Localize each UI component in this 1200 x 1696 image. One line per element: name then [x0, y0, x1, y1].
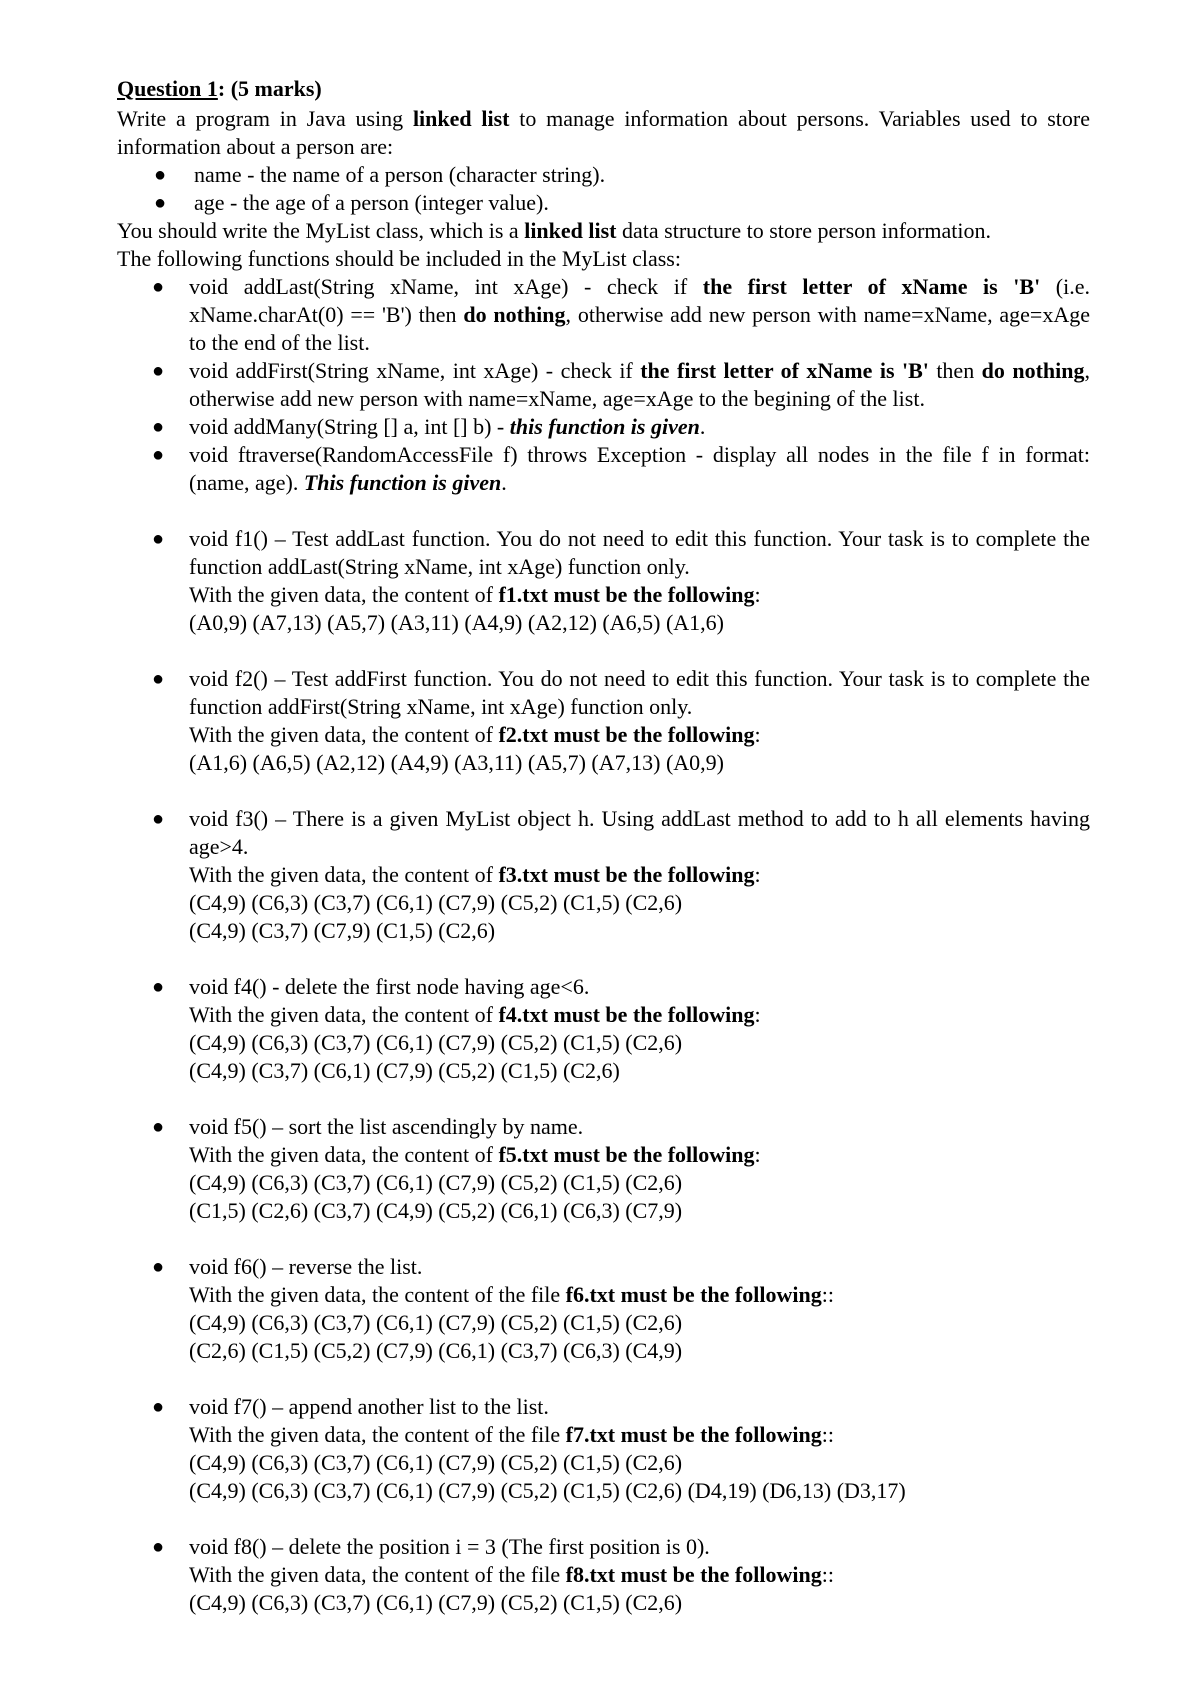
task-item-f8 [117, 1533, 1090, 1617]
task-item-f1 [117, 525, 1090, 637]
task-list [117, 525, 1090, 1617]
question-heading [117, 75, 1090, 103]
addfirst-bold-nothing: do nothing [981, 358, 1085, 383]
task-with-text: With the given data, the content of the file [189, 1562, 566, 1587]
intro-text-a: Write a program in Java using [117, 106, 413, 131]
addfirst-bold-condition: the first letter of xName is 'B' [640, 358, 929, 383]
list-item [117, 441, 1090, 497]
task-output-line: (C4,9) (C6,3) (C3,7) (C6,1) (C7,9) (C5,2) (C1,5) (C2,6) [189, 1310, 683, 1335]
task-output-line: (C4,9) (C3,7) (C7,9) (C1,5) (C2,6) [189, 918, 496, 943]
addmany-text: void addMany(String [] a, int [] b) - [189, 414, 510, 439]
addmany-given: this function is given [509, 414, 700, 439]
task-expected-line [189, 1141, 1090, 1169]
bullet-icon: ● [152, 668, 165, 690]
list-item [117, 161, 1090, 189]
addfirst-text-c: then [928, 358, 982, 383]
task-colon: : [754, 862, 761, 887]
task-item-f5 [117, 1113, 1090, 1225]
task-output-line: (C4,9) (C6,3) (C3,7) (C6,1) (C7,9) (C5,2) (C1,5) (C2,6) [189, 1450, 683, 1475]
task-expected-line [189, 1281, 1090, 1309]
task-file-name: f5.txt [498, 1142, 548, 1167]
task-with-text: With the given data, the content of the file [189, 1422, 566, 1447]
task-file-name: f2.txt [498, 722, 548, 747]
task-output-line: (A1,6) (A6,5) (A2,12) (A4,9) (A3,11) (A5,7) (A7,13) (A0,9) [189, 750, 725, 775]
bullet-icon: ● [152, 1536, 165, 1558]
list-item [117, 273, 1090, 357]
addlast-text-c: (i.e. xName.charAt(0) == 'B') then [189, 274, 1090, 327]
task-colon: : [754, 582, 761, 607]
list-item [117, 357, 1090, 413]
task-with-text: With the given data, the content of [189, 582, 499, 607]
task-with-text: With the given data, the content of [189, 862, 499, 887]
question-number: Question 1 [117, 76, 218, 101]
task-must-be: must be the following [547, 862, 755, 887]
bullet-icon: ● [154, 192, 167, 214]
task-output-line: (C4,9) (C6,3) (C3,7) (C6,1) (C7,9) (C5,2) (C1,5) (C2,6) [189, 1030, 683, 1055]
addlast-text-e: , otherwise add new person with name=xName, age=xAge to the end of the list. [189, 302, 1090, 355]
mylist-paragraph [117, 217, 1090, 245]
task-must-be: must be the following [615, 1562, 822, 1587]
task-output-line: (C1,5) (C2,6) (C3,7) (C4,9) (C5,2) (C6,1) (C6,3) (C7,9) [189, 1198, 683, 1223]
task-file-name: f8.txt [565, 1562, 616, 1587]
task-with-text: With the given data, the content of the file [189, 1282, 566, 1307]
question-marks: (5 marks) [225, 76, 322, 101]
task-expected-line [189, 861, 1090, 889]
bullet-icon: ● [152, 416, 165, 438]
bullet-icon: ● [152, 808, 165, 830]
task-colon: : [754, 1142, 761, 1167]
task-file-name: f7.txt [565, 1422, 616, 1447]
task-expected-line [189, 721, 1090, 749]
field-list [117, 161, 1090, 217]
intro-bold-linked-list: linked list [412, 106, 510, 131]
task-file-name: f4.txt [498, 1002, 548, 1027]
task-output-line: (C4,9) (C6,3) (C3,7) (C6,1) (C7,9) (C5,2) (C1,5) (C2,6) (D4,19) (D6,13) (D3,17) [189, 1478, 906, 1503]
task-output-line: (C4,9) (C6,3) (C3,7) (C6,1) (C7,9) (C5,2) (C1,5) (C2,6) [189, 890, 683, 915]
task-item-f6 [117, 1253, 1090, 1365]
bullet-icon: ● [152, 1256, 165, 1278]
task-must-be: must be the following [547, 582, 755, 607]
bullet-icon: ● [152, 444, 165, 466]
task-description: void f2() – Test addFirst function. You do not need to edit this function. Your task is to complete the function addFirst(String xName, int xAge) function only. [189, 666, 1090, 719]
mylist-text-c: data structure to store person information. [616, 218, 992, 243]
question-colon: : [217, 76, 226, 101]
task-output-line: (A0,9) (A7,13) (A5,7) (A3,11) (A4,9) (A2,12) (A6,5) (A1,6) [189, 610, 725, 635]
task-output-line: (C2,6) (C1,5) (C5,2) (C7,9) (C6,1) (C3,7) (C6,3) (C4,9) [189, 1338, 683, 1363]
task-item-f3 [117, 805, 1090, 945]
task-must-be: must be the following [615, 1282, 822, 1307]
task-item-f7 [117, 1393, 1090, 1505]
addlast-bold-condition: the first letter of xName is 'B' [702, 274, 1041, 299]
task-output-line: (C4,9) (C6,3) (C3,7) (C6,1) (C7,9) (C5,2) (C1,5) (C2,6) [189, 1590, 683, 1615]
field-age-text: age - the age of a person (integer value). [194, 190, 549, 215]
addfirst-text-e: , otherwise add new person with name=xName, age=xAge to the begining of the list. [189, 358, 1090, 411]
task-description: void f8() – delete the position i = 3 (The first position is 0). [189, 1534, 710, 1559]
functions-intro: The following functions should be included in the MyList class: [117, 246, 681, 271]
task-description: void f5() – sort the list ascendingly by name. [189, 1114, 584, 1139]
bullet-icon: ● [152, 976, 165, 998]
task-output-line: (C4,9) (C3,7) (C6,1) (C7,9) (C5,2) (C1,5) (C2,6) [189, 1058, 620, 1083]
task-with-text: With the given data, the content of [189, 1002, 499, 1027]
ftraverse-text: void ftraverse(RandomAccessFile f) throws Exception - display all nodes in the file f in format: (name, age). [189, 442, 1090, 495]
intro-text-c: to manage information about persons. Variables used to store information about a person are: [117, 106, 1090, 159]
task-output-line: (C4,9) (C6,3) (C3,7) (C6,1) (C7,9) (C5,2) (C1,5) (C2,6) [189, 1170, 683, 1195]
task-description: void f3() – There is a given MyList object h. Using addLast method to add to h all elements having age>4. [189, 806, 1090, 859]
field-name-text: name - the name of a person (character string). [194, 162, 606, 187]
task-must-be: must be the following [547, 1002, 755, 1027]
task-colon: :: [821, 1282, 834, 1307]
task-description: void f1() – Test addLast function. You do not need to edit this function. Your task is to complete the function addLast(String xName, int xAge) function only. [189, 526, 1090, 579]
mylist-bold-linked-list: linked list [524, 218, 617, 243]
task-expected-line [189, 1421, 1090, 1449]
task-item-f2 [117, 665, 1090, 777]
task-description: void f4() - delete the first node having age<6. [189, 974, 590, 999]
task-item-f4 [117, 973, 1090, 1085]
addmany-period: . [699, 414, 706, 439]
list-item [117, 413, 1090, 441]
task-colon: : [754, 722, 761, 747]
task-colon: : [754, 1002, 761, 1027]
list-item [117, 189, 1090, 217]
addfirst-text: void addFirst(String xName, int xAge) - check if [189, 358, 641, 383]
task-with-text: With the given data, the content of [189, 1142, 499, 1167]
intro-paragraph [117, 105, 1090, 161]
task-file-name: f1.txt [498, 582, 548, 607]
task-expected-line [189, 1001, 1090, 1029]
task-file-name: f6.txt [565, 1282, 616, 1307]
bullet-icon: ● [152, 1396, 165, 1418]
task-must-be: must be the following [547, 1142, 755, 1167]
bullet-icon: ● [152, 276, 165, 298]
task-description: void f7() – append another list to the list. [189, 1394, 549, 1419]
task-expected-line [189, 1561, 1090, 1589]
bullet-icon: ● [152, 1116, 165, 1138]
task-must-be: must be the following [615, 1422, 822, 1447]
bullet-icon: ● [152, 528, 165, 550]
task-must-be: must be the following [547, 722, 755, 747]
task-file-name: f3.txt [498, 862, 548, 887]
task-description: void f6() – reverse the list. [189, 1254, 423, 1279]
mylist-text-a: You should write the MyList class, which is a [117, 218, 525, 243]
task-colon: :: [821, 1562, 834, 1587]
task-expected-line [189, 581, 1090, 609]
ftraverse-given: This function is given [303, 470, 502, 495]
ftraverse-period: . [501, 470, 507, 495]
task-colon: :: [821, 1422, 834, 1447]
bullet-icon: ● [152, 360, 165, 382]
function-list [117, 273, 1090, 497]
task-with-text: With the given data, the content of [189, 722, 499, 747]
addlast-bold-nothing: do nothing [463, 302, 566, 327]
bullet-icon: ● [154, 164, 167, 186]
addlast-text: void addLast(String xName, int xAge) - check if [189, 274, 703, 299]
